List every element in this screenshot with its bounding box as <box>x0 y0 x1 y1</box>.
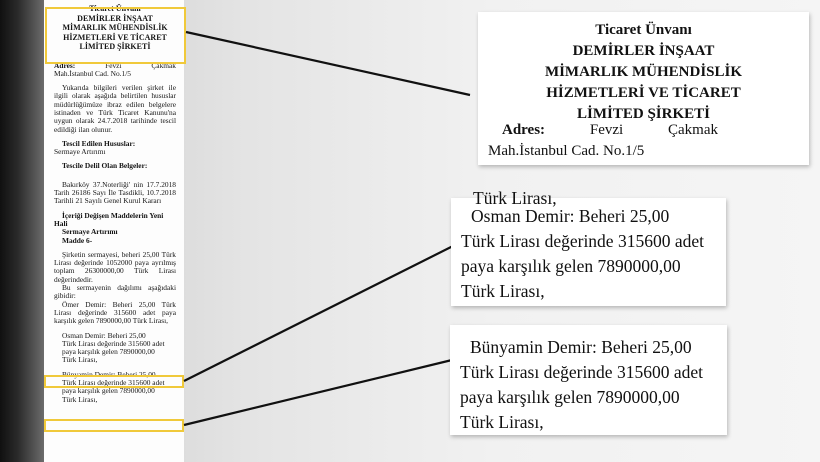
address-part: Çakmak <box>151 60 176 70</box>
zoom-osman-text <box>461 204 723 304</box>
zoom-address <box>488 120 718 162</box>
address-line-2: Mah.İstanbul Cad. No.1/5 <box>54 68 131 78</box>
zoom-title-line: LİMİTED ŞİRKETİ <box>577 106 710 122</box>
bunyamin-line: Bünyamin Demir: Beheri 25,00 <box>62 369 156 379</box>
tescil-section <box>54 140 176 157</box>
osman-entry <box>54 332 176 365</box>
zoom-address-part: Çakmak <box>667 122 718 138</box>
left-shadow-strip <box>0 0 44 462</box>
tescil-value: Sermaye Artırımı <box>54 147 106 157</box>
zoom-bunyamin-line: Türk Lirası, <box>460 412 544 432</box>
zoom-osman-line: Türk Lirası, <box>461 281 545 301</box>
zoom-title-line: HİZMETLERİ VE TİCARET <box>546 85 741 101</box>
zoom-address-line-2: Mah.İstanbul Cad. No.1/5 <box>488 143 645 159</box>
connector-line-osman <box>184 245 455 381</box>
title-head: Ticaret Ünvanı <box>89 4 141 13</box>
zoom-title-line: MİMARLIK MÜHENDİSLİK <box>544 64 743 80</box>
title-line: LİMİTED ŞİRKETİ <box>79 42 151 51</box>
connector-line-title <box>186 32 470 95</box>
osman-line: Türk Lirası, <box>62 355 98 365</box>
zoom-bunyamin-line: Bünyamin Demir: Beheri 25,00 <box>470 337 692 357</box>
icerigi-section <box>54 212 176 245</box>
zoom-address-label: Adres: <box>502 122 546 138</box>
zoom-panel-title <box>478 12 809 165</box>
title-line: HİZMETLERİ VE TİCARET <box>63 32 167 42</box>
belgeler-text: Bakırköy 37.Noterliği' nin 17.7.2018 Tarih 26186 Sayı İle Tasdikli, 10.7.2018 Tarihli 21 Sayılı Genel Kurul Kararı <box>54 179 176 206</box>
omer-text: Ömer Demir: Beheri 25,00 Türk Lirası değerinde 315600 adet paya karşılık gelen 7890000,00 Türk Lirası, <box>54 299 176 326</box>
zoom-panel-bunyamin <box>450 325 727 435</box>
zoom-title-head: Ticaret Ünvanı <box>595 22 692 38</box>
address-label: Adres: <box>54 60 76 70</box>
dagilim-text: Bu sermayenin dağılımı aşağıdaki gibidir: <box>54 283 176 301</box>
zoom-address-part: Fevzi <box>589 122 624 138</box>
address-part: Fevzi <box>105 60 122 70</box>
connector-line-bunyamin <box>184 360 452 425</box>
zoom-osman-line: Osman Demir: Beheri 25,00 <box>471 206 670 226</box>
cut-previous-line <box>451 184 726 208</box>
madde-label: Madde 6- <box>62 235 93 245</box>
osman-line: paya karşılık gelen 7890000,00 <box>62 347 155 357</box>
zoom-osman-line: paya karşılık gelen 7890000,00 <box>461 256 681 276</box>
zoom-panel-osman <box>451 188 726 306</box>
highlight-title-box <box>45 7 186 64</box>
title-line: MİMARLIK MÜHENDİSLİK <box>62 23 168 32</box>
zoom-title-line: DEMİRLER İNŞAAT <box>572 43 715 59</box>
cut-line: Türk Lirası, <box>473 188 557 208</box>
belgeler-heading: Tescile Delil Olan Belgeler: <box>62 161 148 171</box>
highlight-osman-box <box>44 375 184 388</box>
highlight-bunyamin-box <box>44 419 184 432</box>
title-line: DEMİRLER İNŞAAT <box>77 13 153 23</box>
intro-paragraph: Yukarıda bilgileri verilen şirket ile ilgili olarak aşağıda belirtilen hususlar müdürlüğümüze ibraz edilen belgelere istinaden ve Türk Ticaret Kanunu'na uygun olarak 24.7.2018 tarihinde tescil edildiği ilan olunur. <box>54 83 176 134</box>
icerigi-heading: İçeriği Değişen Maddelerin Yeni Hali <box>54 210 164 228</box>
osman-line: Osman Demir: Beheri 25,00 <box>62 330 146 340</box>
zoom-bunyamin-text <box>460 335 722 435</box>
osman-line: Türk Lirası değerinde 315600 adet <box>62 338 165 348</box>
zoom-title <box>478 20 809 125</box>
zoom-bunyamin-line: Türk Lirası değerinde 315600 adet <box>460 362 703 382</box>
zoom-bunyamin-line: paya karşılık gelen 7890000,00 <box>460 387 680 407</box>
bunyamin-line: Türk Lirası değerinde 315600 adet <box>62 378 165 387</box>
gazette-column <box>44 0 184 462</box>
bunyamin-line: Türk Lirası, <box>62 394 98 404</box>
sermaye-text: Şirketin sermayesi, beheri 25,00 Türk Lirası değerinde 1052000 paya ayrılmış toplam 26300000,00 Türk Lirası değerindedir. <box>54 249 176 284</box>
tescil-heading: Tescil Edilen Hususlar: <box>62 138 136 148</box>
bunyamin-line: paya karşılık gelen 7890000,00 <box>62 386 155 396</box>
zoom-osman-line: Türk Lirası değerinde 315600 adet <box>461 231 704 251</box>
sermaye-heading: Sermaye Artırımı <box>62 227 118 237</box>
